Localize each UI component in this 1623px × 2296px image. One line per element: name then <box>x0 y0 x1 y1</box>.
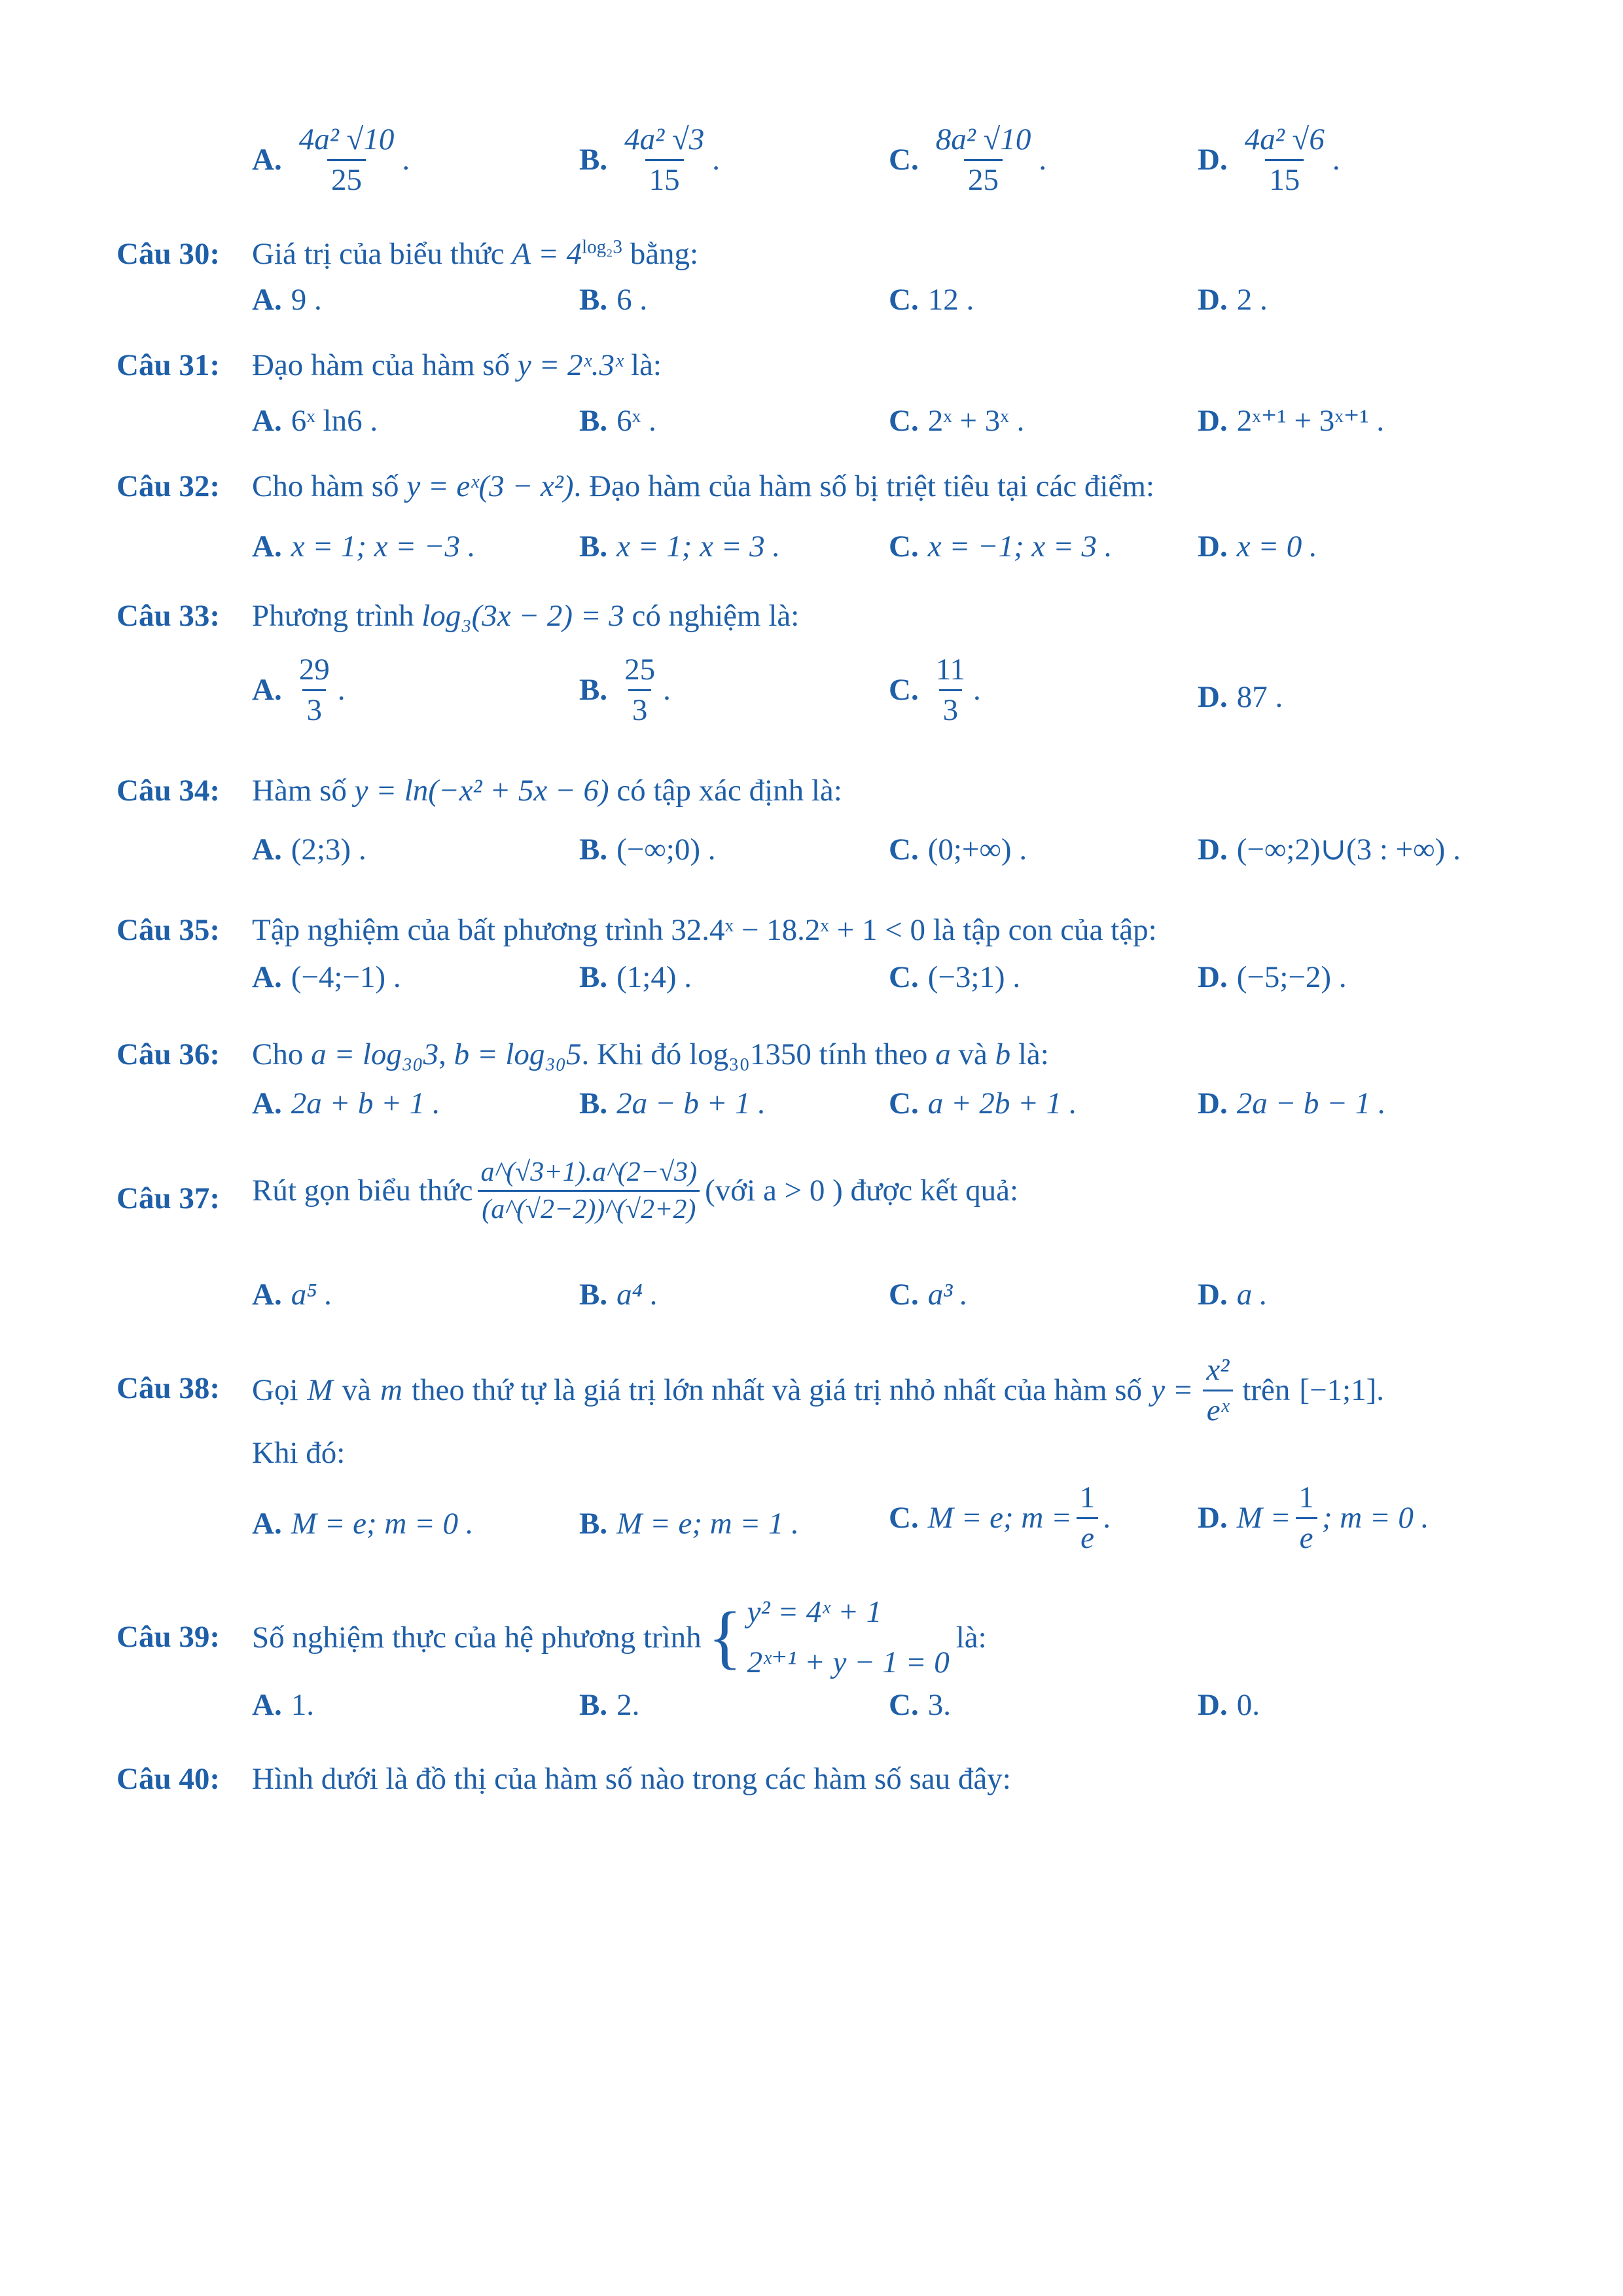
option-a[interactable]: A. 1. <box>252 1688 314 1722</box>
question-text: Rút gọn biểu thức $\frac{a\^{}(√3+1).a\^{}(2-√3)}{(a\^{}(√2-2))\^{}(√2+2)}$ (với a > 0 ) được kết quả: <box>252 1157 1018 1225</box>
option-d[interactable]: D. 2a − b − 1 . <box>1198 1086 1386 1121</box>
option-a[interactable]: A. 9 . <box>252 283 322 317</box>
question-number: Câu 32: <box>116 469 220 503</box>
question-text: Giá trị của biểu thức $A = 4^{log_23}$ bằng: <box>252 236 699 271</box>
fraction: $\frac{\text{4a² √3}}{15}$ <box>624 122 705 197</box>
question-text: Cho a = log₃₀3, b = log₃₀5. Khi đó log₃₀1350 tính theo a và b là: <box>252 1037 1049 1071</box>
option-d[interactable]: D. 2ˣ⁺¹ + 3ˣ⁺¹ . <box>1198 404 1385 438</box>
option-b[interactable]: B. x = 1; x = 3 . <box>579 529 781 564</box>
function-fraction: $\frac{\text{x²}}{\text{eˣ}}$ <box>1202 1355 1233 1426</box>
option-b[interactable]: B. $\frac{\text{4a² √3}}{15}$ . <box>579 122 720 197</box>
option-d[interactable]: D. 0. <box>1198 1688 1260 1722</box>
option-d[interactable]: D. (−5;−2) . <box>1198 960 1347 994</box>
fraction: $\frac{11}{3}$ <box>935 653 965 727</box>
left-brace: { <box>707 1598 742 1676</box>
option-c[interactable]: C. 3. <box>889 1688 951 1722</box>
question-number: Câu 39: <box>116 1620 220 1654</box>
option-c[interactable]: C. $\frac{\text{8a² √10}}{25}$ . <box>889 122 1047 197</box>
fraction: $\frac{1}{e}$ <box>1076 1482 1099 1554</box>
fraction: $\frac{29}{3}$ <box>298 653 330 727</box>
exam-page: A. $\frac{\text{4a² √10}}{25}$ . B. $\frac{\text{4a² √3}}{15}$ . C. $\frac{\text{8a² √10}}{25}$ . D. $\frac{\text{4a² √6}}{15}$ . Câu 30: Giá trị của biểu thức $A = 4^{log_23}$ bằng: A. 9 . B. 6 . C. 12 . D. 2 . Câu 31: Đạo hàm của hàm số y = 2ˣ.3ˣ là: A. 6ˣ ln6 . B. 6ˣ . C. 2ˣ + 3ˣ . D. 2ˣ⁺¹ + 3ˣ⁺¹ . Câu 32: Cho hàm số y = eˣ(3 − x²). Đạo hàm của hàm số bị triệt tiêu tại các điểm: A. x = 1; x = −3 . B. x = 1; x = 3 . C. x = −1; x = 3 . D. x = 0 . Câu 33: Phương trình log₃(3x − 2) = 3 có nghiệm là: A. $\frac{29}{3}$ . B. $\frac{25}{3}$ . C. $\frac{11}{3}$ . D. 87 . Câu 34: Hàm số y = ln(−x² + 5x − 6) có tập xác định là: A. (2;3) . B. (−∞;0) . C. (0;+∞) . D. (−∞;2)∪(3 : +∞) . Câu 35: Tập nghiệm của bất phương trình 32.4ˣ − 18.2ˣ + 1 < 0 là tập con của tập: A. (−4;−1) . B. (1;4) . C. (−3;1) . D. (−5;−2) . Câu 36: Cho a = log₃₀3, b = log₃₀5. Khi đó log₃₀1350 tính theo a và b là: A. 2a + b + 1 . B. 2a − b + 1 . C. a + 2b + 1 . D. 2a − b − 1 . Câu 37: Rút gọn biểu thức $\frac{a\^{}(√3+1).a\^{}(2-√3)}{(a\^{}(√2-2))\^{}(√2+2)}$ (với a > 0 ) được kết quả: A. a⁵ . B. a⁴ . C. a³ . D. a . Câu 38: Gọi M và m theo thứ tự là giá trị lớn nhất và giá trị nhỏ nhất của hàm số y = $\frac{\text{x²}}{\text{eˣ}}$ trên [−1;1]. Khi đó: A. M = e; m = 0 . B. M = e; m = 1 . C. M = e; m = $\frac{1}{e}$ . D. M = $\frac{1}{e}$ ; m = 0 . Câu 39: Số nghiệm thực của hệ phương trình { y² = 4ˣ + 1 2ˣ⁺¹ + y − 1 = 0 là: A. 1. B. 2. C. 3. D. 0. Câu 40: Hình dưới là đồ thị của hàm số nào trong các hàm số sau đây: <box>116 122 1461 1796</box>
question-text: Phương trình log₃(3x − 2) = 3 có nghiệm là: <box>252 599 800 633</box>
option-c[interactable]: C. x = −1; x = 3 . <box>889 529 1113 564</box>
question-text: Hàm số y = ln(−x² + 5x − 6) có tập xác định là: <box>252 774 842 808</box>
option-a[interactable]: A. $\frac{29}{3}$ . <box>252 653 346 727</box>
option-c[interactable]: C. M = e; m = $\frac{1}{e}$ . <box>889 1480 1111 1555</box>
question-text: Tập nghiệm của bất phương trình 32.4ˣ − 18.2ˣ + 1 < 0 là tập con của tập: <box>252 913 1157 947</box>
question-text: Số nghiệm thực của hệ phương trình { y² = 4ˣ + 1 2ˣ⁺¹ + y − 1 = 0 là: <box>252 1595 987 1679</box>
option-a[interactable]: A. $\frac{\text{4a² √10}}{25}$ . <box>252 122 410 197</box>
question-number: Câu 38: <box>116 1371 220 1405</box>
question-number: Câu 37: <box>116 1181 220 1215</box>
option-d[interactable]: D. a . <box>1198 1278 1268 1312</box>
option-b[interactable]: B. $\frac{25}{3}$ . <box>579 653 671 727</box>
option-a[interactable]: A. 2a + b + 1 . <box>252 1086 440 1121</box>
question-number: Câu 30: <box>116 237 220 271</box>
option-b[interactable]: B. (−∞;0) . <box>579 833 716 867</box>
option-c[interactable]: C. 12 . <box>889 283 974 317</box>
option-b[interactable]: B. 2a − b + 1 . <box>579 1086 766 1121</box>
question-number: Câu 31: <box>116 348 220 382</box>
question-number: Câu 35: <box>116 913 220 947</box>
option-d[interactable]: D. 2 . <box>1198 283 1268 317</box>
fraction: $\frac{\text{4a² √6}}{15}$ <box>1244 122 1325 197</box>
equation-system: { y² = 4ˣ + 1 2ˣ⁺¹ + y − 1 = 0 <box>707 1595 950 1679</box>
question-text: Hình dưới là đồ thị của hàm số nào trong các hàm số sau đây: <box>252 1762 1011 1796</box>
fraction: $\frac{\text{8a² √10}}{25}$ <box>935 122 1031 197</box>
option-b[interactable]: B. 6ˣ . <box>579 404 656 438</box>
question-number: Câu 34: <box>116 774 220 808</box>
option-d[interactable]: D. (−∞;2)∪(3 : +∞) . <box>1198 833 1461 867</box>
option-c[interactable]: C. a + 2b + 1 . <box>889 1086 1077 1121</box>
option-d[interactable]: D. $\frac{\text{4a² √6}}{15}$ . <box>1198 122 1340 197</box>
option-a[interactable]: A. 6ˣ ln6 . <box>252 404 378 438</box>
option-c[interactable]: C. $\frac{11}{3}$ . <box>889 653 981 727</box>
option-a[interactable]: A. a⁵ . <box>252 1278 333 1312</box>
option-d[interactable]: D. M = $\frac{1}{e}$ ; m = 0 . <box>1198 1480 1429 1555</box>
question-text: Cho hàm số y = eˣ(3 − x²). Đạo hàm của hàm số bị triệt tiêu tại các điểm: <box>252 469 1154 503</box>
option-a[interactable]: A. x = 1; x = −3 . <box>252 529 476 564</box>
fraction: $\frac{25}{3}$ <box>624 653 656 727</box>
option-b[interactable]: B. (1;4) . <box>579 960 692 994</box>
question-number: Câu 40: <box>116 1762 220 1796</box>
option-d[interactable]: D. 87 . <box>1198 680 1283 714</box>
option-c[interactable]: C. a³ . <box>889 1278 968 1312</box>
option-b[interactable]: B. 6 . <box>579 283 648 317</box>
option-b[interactable]: B. 2. <box>579 1688 640 1722</box>
question-text: Gọi M và m theo thứ tự là giá trị lớn nhất và giá trị nhỏ nhất của hàm số y = $\frac{\text{x²}}{\text{eˣ}}$ trên [−1;1]. <box>252 1353 1385 1427</box>
option-c[interactable]: C. 2ˣ + 3ˣ . <box>889 404 1025 438</box>
fraction: $\frac{1}{e}$ <box>1294 1482 1318 1554</box>
option-c[interactable]: C. (−3;1) . <box>889 960 1021 994</box>
option-c[interactable]: C. (0;+∞) . <box>889 833 1027 867</box>
expression-fraction: $\frac{a\^{}(√3+1).a\^{}(2-√3)}{(a\^{}(√2-2))\^{}(√2+2)}$ <box>476 1158 701 1223</box>
option-a[interactable]: A. (2;3) . <box>252 833 366 867</box>
question-number: Câu 36: <box>116 1037 220 1071</box>
question-number: Câu 33: <box>116 599 220 633</box>
option-a[interactable]: A. (−4;−1) . <box>252 960 401 994</box>
fraction: $\frac{\text{4a² √10}}{25}$ <box>298 122 395 197</box>
question-text: Đạo hàm của hàm số y = 2ˣ.3ˣ là: <box>252 348 662 382</box>
option-b[interactable]: B. M = e; m = 1 . <box>579 1507 799 1541</box>
option-b[interactable]: B. a⁴ . <box>579 1278 658 1312</box>
option-a[interactable]: A. M = e; m = 0 . <box>252 1507 474 1541</box>
option-d[interactable]: D. x = 0 . <box>1198 529 1317 564</box>
